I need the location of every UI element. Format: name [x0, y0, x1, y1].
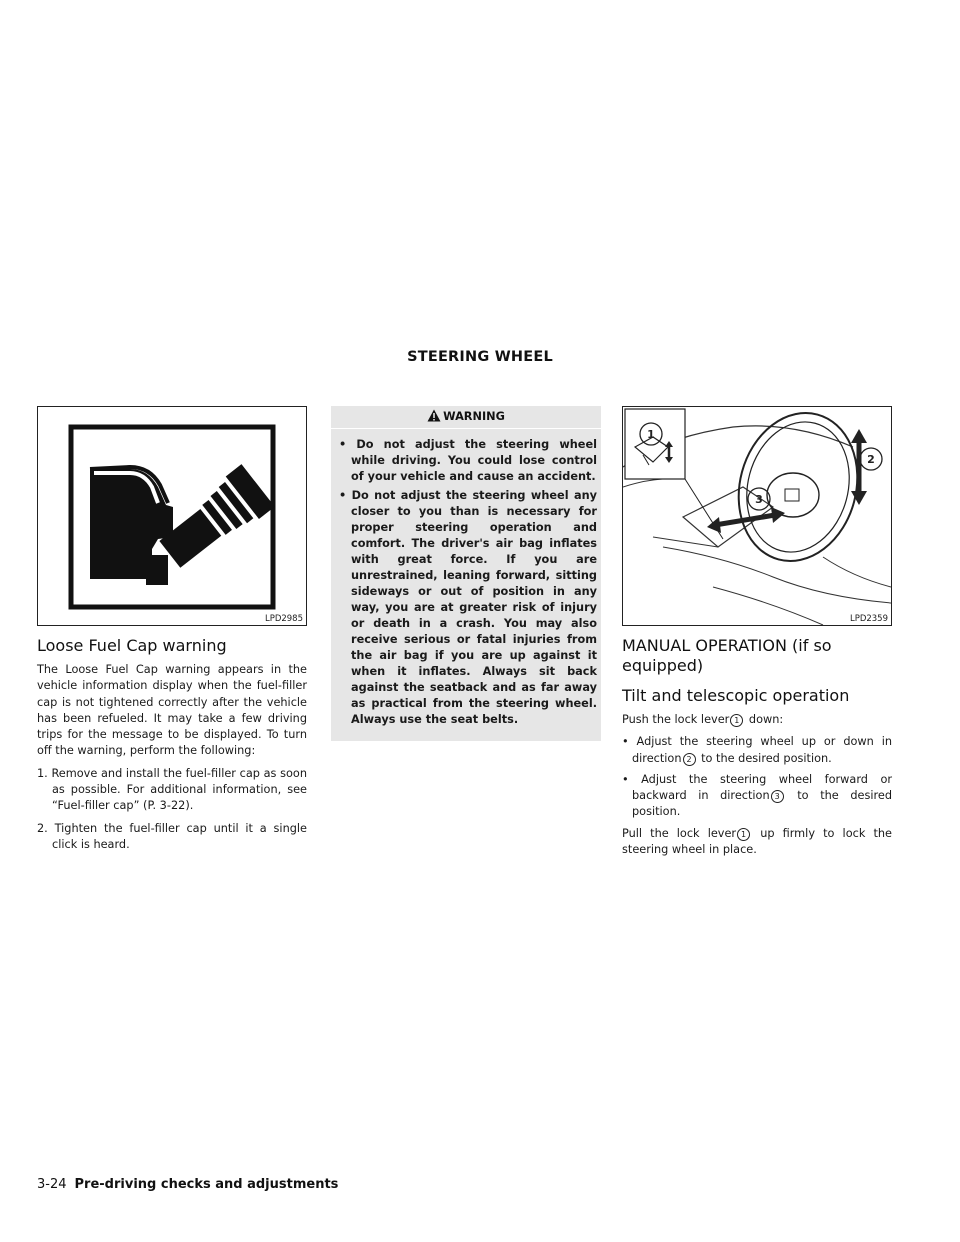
fuel-cap-figure	[37, 406, 307, 626]
figure-label-2: 2	[867, 453, 875, 466]
warning-header	[331, 406, 601, 429]
bullet-item: • Adjust the steering wheel up or down in direction 2 to the desired position.	[622, 735, 892, 765]
figure-label-1: 1	[647, 428, 655, 441]
fuel-cap-warning-icon	[38, 407, 306, 625]
section-heading: Loose Fuel Cap warning	[37, 636, 227, 655]
steering-wheel-figure	[622, 406, 892, 626]
pull-instruction: Pull the lock lever 1 up firmly to lock the steering wheel in place.	[622, 826, 892, 857]
warning-list	[331, 437, 601, 728]
callout-number: 1	[730, 714, 743, 727]
warning-triangle-icon	[427, 408, 441, 430]
push-instruction: Push the lock lever 1 down:	[622, 713, 784, 726]
step-item: 2. Tighten the fuel-filler cap until it a single click is heard.	[37, 821, 307, 851]
left-column	[37, 406, 307, 859]
right-column	[622, 406, 892, 864]
chapter-title: Pre-driving checks and adjustments	[74, 1177, 339, 1192]
figure-code: LPD2359	[849, 614, 888, 624]
warning-item: • Do not adjust the steering wheel while driving. You could lose control of your vehicle and cause an accident.	[339, 438, 597, 483]
middle-column	[331, 406, 601, 741]
callout-number: 1	[737, 828, 750, 841]
page-number: 3-24	[37, 1177, 67, 1192]
figure-code: LPD2985	[264, 614, 303, 624]
section-heading: MANUAL OPERATION (if so equipped)	[622, 636, 832, 675]
steering-wheel-illustration	[623, 407, 891, 625]
subsection-heading: Tilt and telescopic operation	[622, 686, 850, 705]
bullet-item: • Adjust the steering wheel forward or backward in direction 3 to the desired position.	[622, 772, 892, 819]
callout-number: 2	[683, 753, 696, 766]
callout-number: 3	[771, 790, 784, 803]
section-header: STEERING WHEEL	[407, 349, 553, 365]
figure-label-3: 3	[755, 493, 763, 506]
step-item: 1. Remove and install the fuel-filler cap as soon as possible. For additional information, see “Fuel-filler cap” (P. 3-22).	[37, 766, 307, 813]
intro-paragraph: The Loose Fuel Cap warning appears in the vehicle information display when the fuel-filler cap is not tightened correctly after the vehicle has been refueled. It may take a few driving trips for the message to be displayed. To turn off the warning, perform the following:	[37, 663, 307, 758]
warning-box	[331, 406, 601, 741]
warning-title: WARNING	[443, 410, 505, 423]
warning-item: • Do not adjust the steering wheel any closer to you than is necessary for proper steering operation and comfort. The driver's air bag inflates with great force. If you are unrestrained, leaning forward, sitting sideways or out of position in any way, you are at greater risk of injury or death in a crash. You may also receive serious or fatal injuries from the air bag if you are up against it when it inflates. Always sit back against the seatback and as far away as practical from the steering wheel. Always use the seat belts.	[339, 489, 597, 726]
page-footer	[37, 1177, 338, 1192]
